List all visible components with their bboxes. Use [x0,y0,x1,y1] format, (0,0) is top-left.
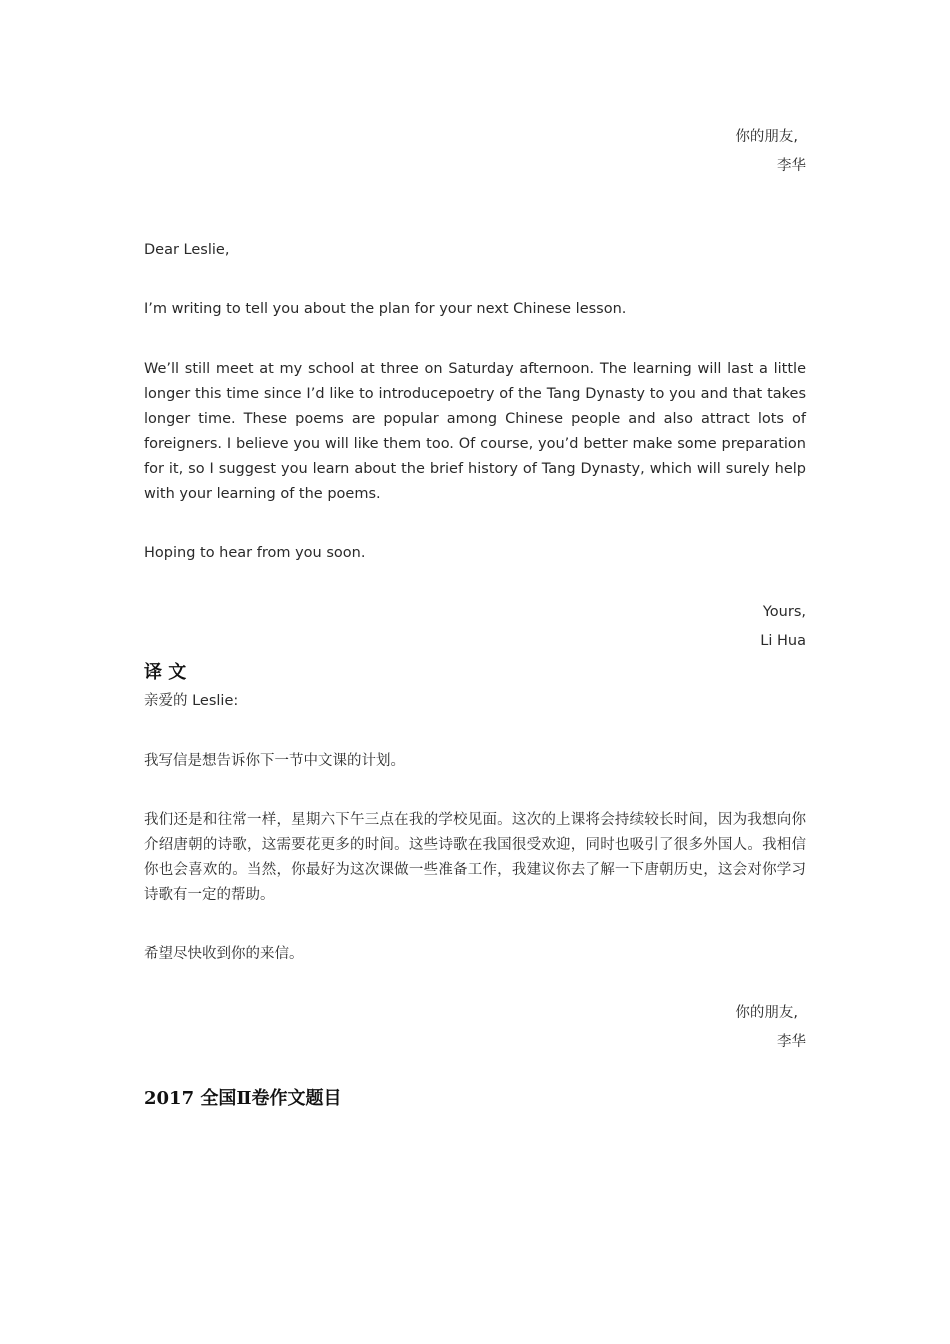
letter-paragraph-2: We’ll still meet at my school at three on Saturday afternoon. The learning will last a little longer this time since I’d like to introducepoetry of the Tang Dynasty to you and that takes longer time. These poems are popular among Chinese people and also attract lots of foreigners. I believe you will like them too. Of course, you’d better make some preparation for it, so I suggest you learn about the brief history of Tang Dynasty, which will surely help with your learning of the poems. [144,361,806,502]
translation-signature-name: 李华 [777,1034,806,1050]
letter-closing: Yours, [762,604,806,620]
top-closing: 你的朋友, [735,129,798,145]
translation-paragraph-1: 我写信是想告诉你下一节中文课的计划。 [144,753,405,769]
translation-paragraph-3: 希望尽快收到你的来信。 [144,946,304,962]
letter-signature-name: Li Hua [760,633,806,649]
top-signature-name: 李华 [777,158,806,174]
translation-greeting: 亲爱的 Leslie: [144,693,239,709]
letter-greeting: Dear Leslie, [144,242,230,258]
letter-paragraph-1: I’m writing to tell you about the plan for your next Chinese lesson. [144,301,627,317]
section-heading: 2017 全国Ⅱ卷作文题目 [144,1088,342,1109]
letter-signature [144,600,806,654]
top-signature [144,125,806,179]
translation-closing: 你的朋友, [735,1005,798,1021]
translation-signature [144,1001,806,1055]
translation-paragraph-2: 我们还是和往常一样，星期六下午三点在我的学校见面。这次的上课将会持续较长时间，因为我想向你介绍唐朝的诗歌，这需要花更多的时间。这些诗歌在我国很受欢迎，同时也吸引了很多外国人。我相信你也会喜欢的。当然，你最好为这次课做一些准备工作，我建议你去了解一下唐朝历史，这会对你学习诗歌有一定的帮助。 [144,812,806,903]
translation-heading: 译 文 [144,662,187,683]
letter-paragraph-3: Hoping to hear from you soon. [144,545,366,561]
